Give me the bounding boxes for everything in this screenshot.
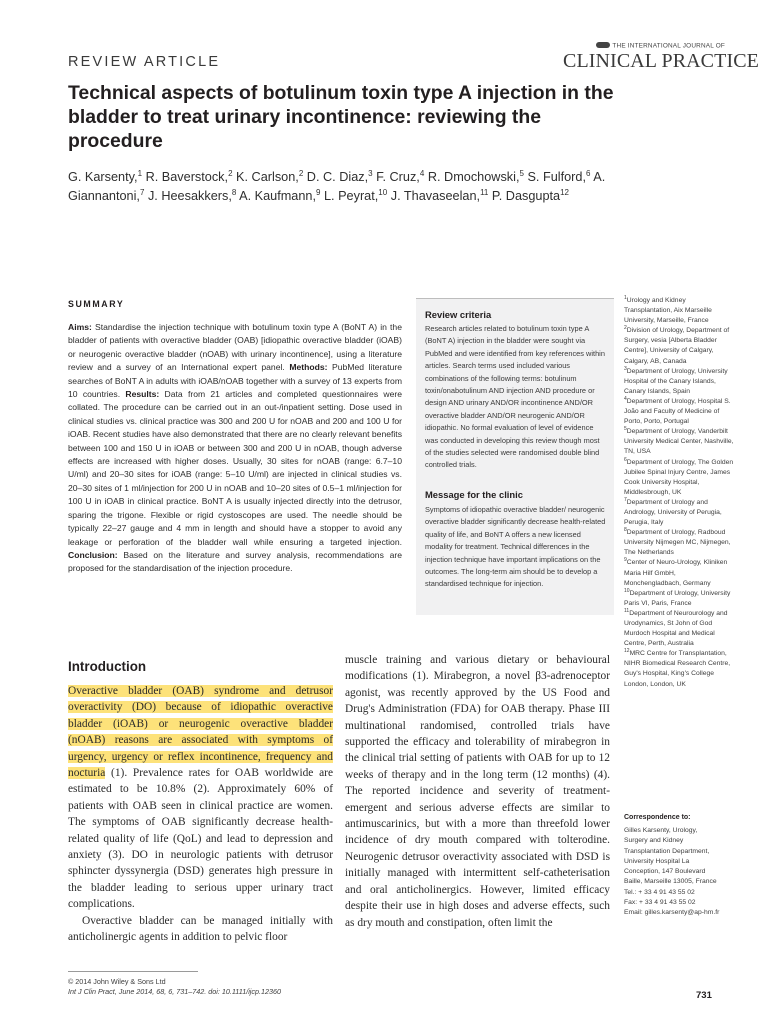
affiliation-text: Department of Urology, Vanderbilt University Medical Center, Nashville, TN, USA — [624, 428, 734, 456]
author-name: F. Cruz, — [376, 170, 420, 184]
correspondence-line: Surgery and Kidney — [624, 837, 684, 845]
author-affiliation-number: 3 — [368, 169, 373, 178]
footer-citation — [68, 977, 281, 997]
introduction-heading: Introduction — [68, 659, 147, 674]
affiliation-item — [624, 326, 734, 366]
correspondence-line: Gilles Karsenty, Urology, — [624, 827, 698, 834]
results-label: Results: — [125, 389, 160, 400]
affiliation-item — [624, 528, 734, 558]
affiliation-item — [624, 609, 734, 649]
results-text: Data from 21 articles and completed questionnaires were collated. The procedure can be carried out in an out-/inpatient setting. Dose used in clinical studies vs. clinical practice was 300 and 200 U for nOAB and 200 and 100 U for iOAB. Recent studies have also demonstrated that there are no clearly relevant benefits between 100 and 150 U in iOAB or between 300 and 200 U in nOAB, though adverse effects are increased with higher doses. Usually, 30 sites for nOAB (range: 6.7–10 U/ml) and 20–30 sites for iOAB (range: 5–10 U/ml) are injected in clinical studies vs. 20–30 sites of 1 ml/injection for 200 U in nOAB and 10–20 sites of 0.5–1 ml/injection for 100 U in iOAB in clinical practice. BoNT A is usually injected directly into the detrusor, sparing the trigone. Flexible or rigid cystoscopes are used. The needle should be typically 22–27 gauge and 4 mm in length and should have a stopper to avoid any leakage or perforation of the bladder wall while ensuring a targeted injection. — [68, 389, 403, 547]
journal-logo — [563, 42, 759, 72]
affiliation-text: Urology and Kidney Transplantation, Aix Marseille University, Marseille, France — [624, 297, 712, 325]
affiliation-number: 4 — [624, 395, 627, 402]
criteria-box — [416, 298, 614, 615]
affiliation-text: Department of Urology, University Paris VI, Paris, France — [624, 589, 731, 607]
author-affiliation-number: 8 — [231, 188, 237, 197]
affiliation-item — [624, 367, 734, 397]
message-clinic-text: Symptoms of idiopathic overactive bladder/ neurogenic overactive bladder significantly decrease health-related quality of life, and BoNT A offers a new licensed modality for treatment. Technical differences in the injection technique have important implications on the outcomes. The long-term aim should be to develop a standardised technique for injection. — [425, 505, 606, 589]
review-criteria-text: Research articles related to botulinum toxin type A (BoNT A) injection in the bladder were sought via PubMed and were identified from key references within articles. Search terms used included various combinations of the following terms: botulinum toxin/onabotulinum AND injection AND procedure or design AND urinary AND/OR incontinence AND/OR overactive bladder AND/OR neurogenic AND/OR idiopathic. No formal evaluation of level of evidence was conducted in developing this review though most of the studies selected were randomised double blind controlled trials. — [425, 324, 605, 470]
author-affiliation-number: 10 — [378, 188, 388, 197]
author-name: L. Peyrat, — [323, 189, 379, 203]
affiliation-number: 6 — [624, 456, 627, 463]
intro-paragraph-2: Overactive bladder can be managed initially with anticholinergic agents in addition to pelvic floor — [68, 914, 333, 944]
affiliation-text: Department of Urology, University Hospital of the Canary Islands, Canary Islands, Spain — [624, 367, 728, 395]
author-affiliation-number: 9 — [316, 188, 321, 197]
affiliation-item — [624, 296, 734, 326]
affiliation-number: 2 — [624, 325, 627, 332]
footer-divider — [68, 971, 198, 972]
author-name: J. Thavaseelan, — [390, 189, 481, 203]
intro-paragraph-rest: (1). Prevalence rates for OAB worldwide are estimated to be 10.8% (2). Approximately 60% of patients with OAB seen in clinical practice are women. The symptoms of OAB significantly decrease health-related quality of life (QoL) and lead to depression and anxiety (3). DO in neurologic patients with detrusor sphincter dyssynergia (DSD) generates high pressure in the bladder leading to serious upper urinary tract complications. — [68, 767, 333, 911]
correspondence-line: Transplantation Department, — [624, 847, 710, 855]
page-number: 731 — [696, 990, 712, 1001]
correspondence-line: Tel.: + 33 4 91 43 55 02 — [624, 888, 695, 896]
journal-name-small: THE INTERNATIONAL JOURNAL OF — [612, 42, 725, 50]
article-type-label: REVIEW ARTICLE — [68, 54, 221, 70]
affiliation-text: Center of Neuro-Urology, Kliniken Maria Hilf GmbH, Monchengladbach, Germany — [624, 559, 728, 587]
author-affiliation-number: 12 — [560, 188, 570, 197]
methods-label: Methods: — [289, 362, 328, 373]
correspondence-line: Baille, Marseille 13005, France — [624, 878, 717, 886]
author-name: R. Baverstock, — [145, 170, 229, 184]
affiliation-number: 12 — [624, 648, 630, 655]
author-name: J. Heesakkers, — [147, 189, 232, 203]
publisher-logo-icon — [596, 42, 610, 48]
correspondence-heading: Correspondence to: — [624, 814, 691, 821]
affiliation-number: 9 — [624, 557, 627, 564]
affiliation-text: Department of Urology and Andrology, University of Perugia, Perugia, Italy — [624, 498, 722, 527]
affiliation-text: Department of Urology, Hospital S. João and Faculty of Medicine of Porto, Porto, Portugal — [624, 397, 731, 426]
author-list — [68, 168, 628, 206]
affiliation-item — [624, 558, 734, 588]
author-affiliation-number: 11 — [480, 188, 489, 197]
author-name: A. Giannantoni, — [68, 170, 606, 203]
affiliation-number: 1 — [624, 295, 627, 301]
author-name: K. Carlson, — [236, 170, 299, 184]
author-name: R. Dmochowski, — [427, 170, 520, 184]
affiliation-text: Department of Urology, The Golden Jubilee Spinal Injury Centre, James Cook University Hospital, Middlesbrough, UK — [624, 458, 734, 496]
author-affiliation-number: 5 — [519, 169, 524, 178]
author-name: D. C. Diaz, — [306, 170, 369, 184]
affiliation-number: 11 — [624, 607, 630, 614]
correspondence-line: University Hospital La — [624, 857, 690, 865]
methods-text: PubMed literature searches of BoNT A in adults with iOAB/nOAB together with a survey of 13 experts from 10 countries. — [68, 362, 403, 400]
aims-text: Standardise the injection technique with botulinum toxin type A (BoNT A) in the bladder of patients with overactive bladder (OAB) [idiopathic overactive bladder (iOAB) or neurogenic overactive bladder (nOAB) with urinary incontinence], using a literature review and a survey of an International expert panel. — [68, 322, 402, 373]
affiliation-number: 8 — [624, 527, 627, 534]
author-affiliation-number: 1 — [137, 169, 143, 178]
affiliation-number: 3 — [624, 365, 627, 372]
correspondence-line: Email: gilles.karsenty@ap-hm.fr — [624, 909, 720, 917]
affiliation-item — [624, 649, 734, 689]
author-name: S. Fulford, — [527, 170, 586, 184]
citation-line: Int J Clin Pract, June 2014, 68, 6, 731–742. doi: 10.1111/ijcp.12360 — [68, 987, 281, 996]
affiliations-list — [624, 296, 734, 690]
affiliation-item — [624, 458, 734, 498]
conclusion-label: Conclusion: — [68, 549, 118, 560]
affiliation-number: 5 — [624, 426, 627, 433]
author-affiliation-number: 6 — [586, 169, 591, 178]
author-name: G. Karsenty, — [68, 170, 138, 184]
highlighted-text: Overactive bladder (OAB) syndrome and detrusor overactivity (DO) because of idiopathic overactive bladder (iOAB) or neurogenic overactive bladder (nOAB) reasons are associated with symptoms of urgency, urgency or reflex incontinence, frequency and nocturia — [68, 685, 333, 780]
affiliation-text: Department of Urology, Radboud University Nijmegen MC, Nijmegen, The Netherlands — [624, 529, 731, 557]
aims-label: Aims: — [68, 322, 92, 332]
affiliation-number: 7 — [624, 496, 627, 503]
article-title: Technical aspects of botulinum toxin type A injection in the bladder to treat urinary incontinence: reviewing the procedure — [68, 82, 614, 152]
affiliation-text: Department of Neurourology and Urodynamics, St John of God Murdoch Hospital and Medical Centre, Perth, Australia — [624, 609, 728, 648]
author-affiliation-number: 4 — [419, 169, 425, 178]
affiliation-item — [624, 427, 734, 457]
correspondence-address — [624, 826, 734, 919]
intro-column-right — [345, 652, 610, 931]
correspondence-line: Conception, 147 Boulevard — [624, 868, 706, 876]
author-affiliation-number: 2 — [298, 169, 304, 178]
affiliation-text: Division of Urology, Department of Surgery, vesia [Alberta Bladder Centre], University of Calgary, Calgary, AB, Canada — [624, 327, 730, 365]
conclusion-text: Based on the literature and survey analysis, recommendations are proposed for the standardisation of the injection procedure. — [68, 549, 402, 574]
affiliation-item — [624, 397, 734, 427]
affiliation-text: MRC Centre for Transplantation, NIHR Biomedical Research Centre, Guy's Hospital, King's College London, London, UK — [624, 650, 731, 688]
message-clinic-heading: Message for the clinic — [425, 489, 523, 500]
author-name: A. Kaufmann, — [239, 189, 316, 203]
intro-column-left — [68, 683, 333, 946]
review-criteria-heading: Review criteria — [425, 309, 492, 320]
affiliation-item — [624, 589, 734, 609]
correspondence-line: Fax: + 33 4 91 43 55 02 — [624, 899, 696, 907]
copyright-line: © 2014 John Wiley & Sons Ltd — [68, 977, 166, 986]
summary-heading: SUMMARY — [68, 299, 125, 309]
journal-name-big: CLINICAL PRACTICE — [563, 49, 759, 72]
author-affiliation-number: 7 — [139, 188, 145, 197]
affiliation-item — [624, 498, 734, 528]
intro-paragraph-continued: muscle training and various dietary or behavioural modifications (1). Mirabegron, a novel β3-adrenoceptor agonist, was recently approved by the US Food and Drug's Administration (FDA) for OAB therapy. Phase III multinational randomised, controlled trials have supported the efficacy and tolerability of mirabegron in the clinical trial setting of patients with OAB for up to 12 weeks of therapy and in the long term (12 months) (4). The reported incidence and severity of treatment-emergent and serious adverse effects are similar to antimuscarinics, but with a more than threefold lower incidence of dry mouth compared with tolterodine. Neurogenic detrusor overactivity associated with DSD is initially managed with intermittent self-catheterisation and oral anticholinergics. However, limited efficacy despite their use in high doses and adverse effects, such as dry mouth and constipation, often limit the — [345, 654, 610, 929]
author-affiliation-number: 2 — [228, 169, 233, 178]
author-name: P. Dasgupta — [491, 189, 561, 203]
summary-abstract — [68, 321, 402, 576]
affiliation-number: 10 — [624, 587, 630, 594]
